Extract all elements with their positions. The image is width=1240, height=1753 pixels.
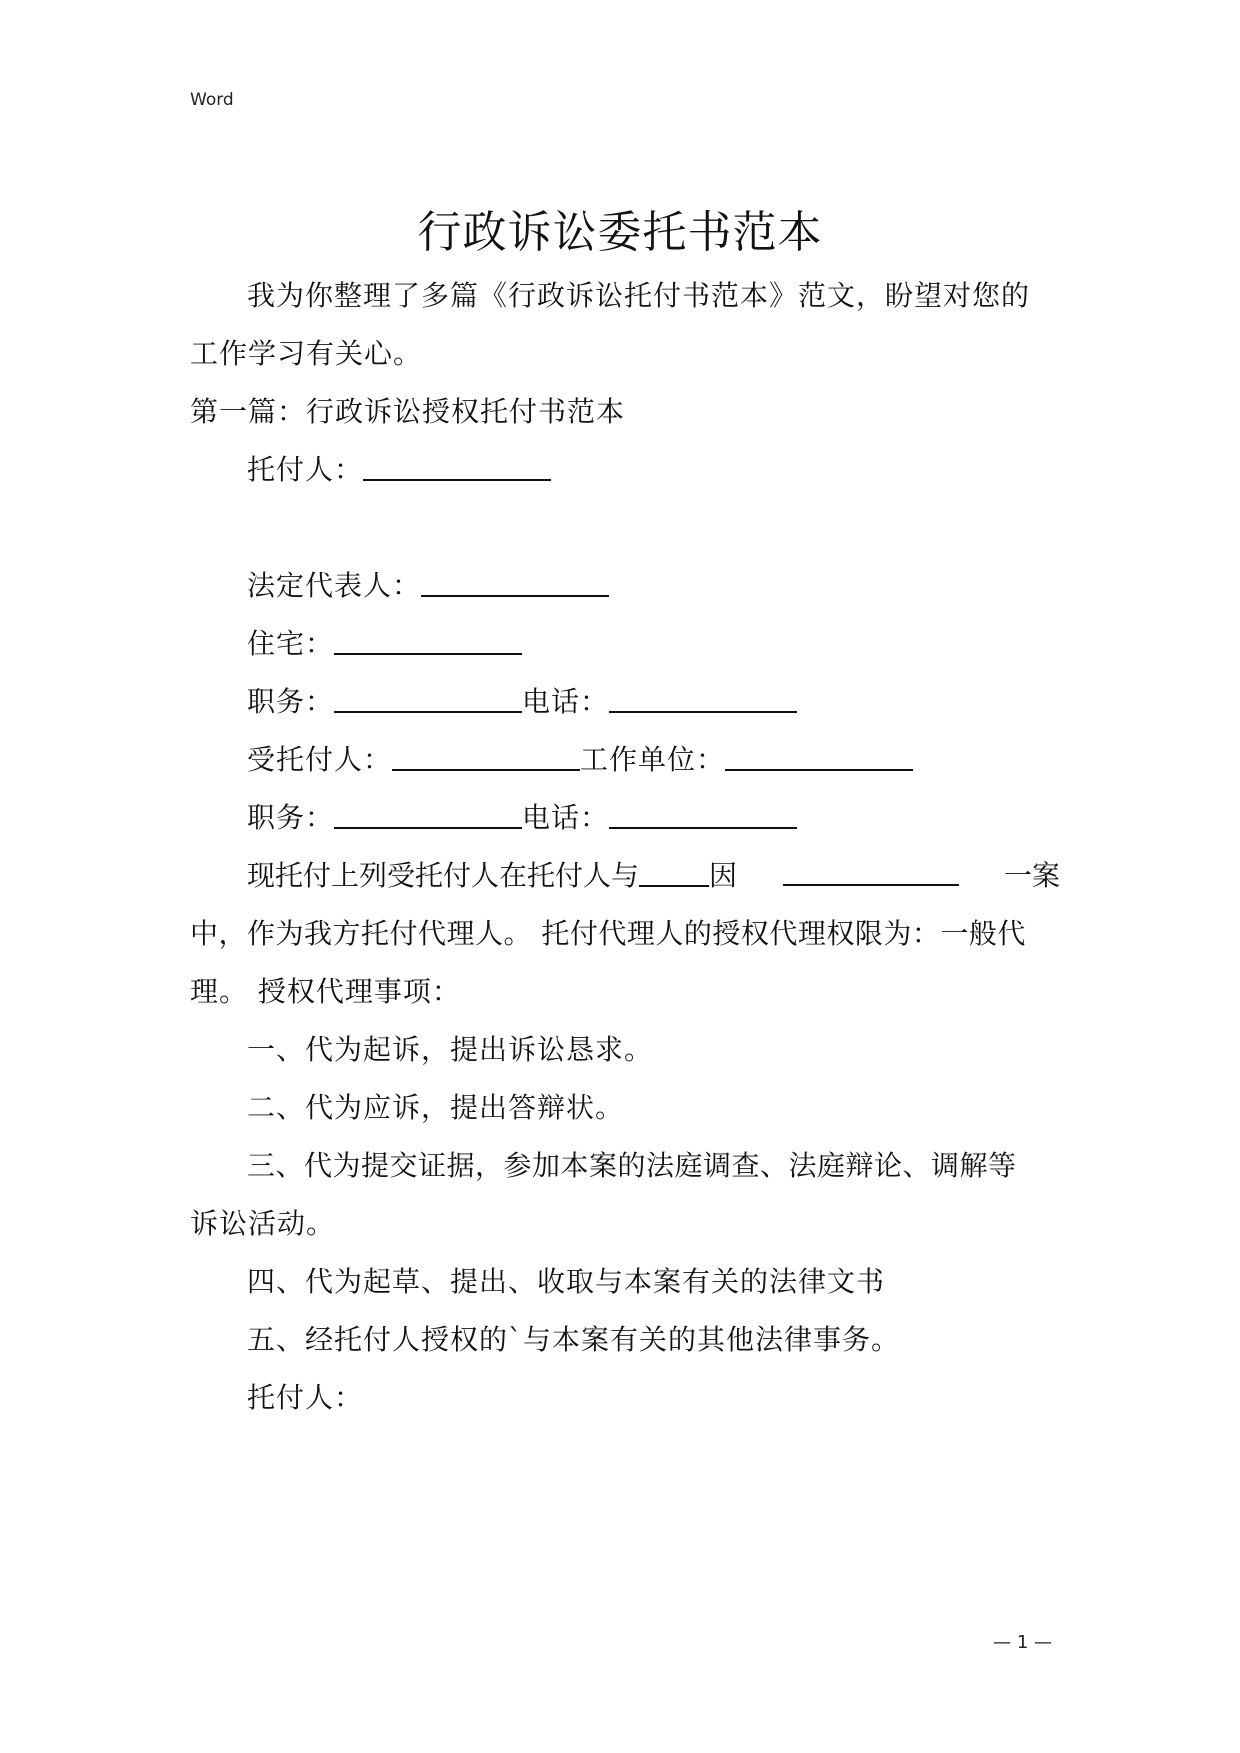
field-address bbox=[247, 624, 1060, 664]
field-label: 电话： bbox=[522, 685, 610, 718]
item-3-line-2: 诉讼活动。 bbox=[190, 1207, 336, 1240]
case-text-suffix: 一案 bbox=[1003, 859, 1060, 892]
field-label: 电话： bbox=[522, 801, 610, 834]
field-label: 职务： bbox=[247, 801, 335, 834]
field-label: 工作单位： bbox=[580, 743, 726, 776]
field-label: 法定代表人： bbox=[247, 569, 422, 602]
blank-line bbox=[363, 451, 551, 481]
blank-line bbox=[609, 683, 797, 713]
blank-line bbox=[609, 799, 797, 829]
section-heading: 第一篇：行政诉讼授权托付书范本 bbox=[190, 395, 626, 428]
case-text-segment: 现托付上列受托付人在托付人与 因 bbox=[247, 859, 738, 892]
item-2: 二、代为应诉，提出答辩状。 bbox=[247, 1091, 625, 1124]
intro-line-1: 我为你整理了多篇《行政诉讼托付书范本》范文，盼望对您的 bbox=[247, 279, 1031, 312]
field-label: 受托付人： bbox=[247, 743, 393, 776]
field-position-phone-2 bbox=[247, 798, 1060, 838]
field-principal bbox=[247, 450, 1060, 490]
field-label: 住宅： bbox=[247, 627, 335, 660]
item-4: 四、代为起草、提出、收取与本案有关的法律文书 bbox=[247, 1265, 886, 1298]
blank-line bbox=[421, 567, 609, 597]
item-5: 五、经托付人授权的`与本案有关的其他法律事务。 bbox=[247, 1323, 901, 1356]
field-label: 职务： bbox=[247, 685, 335, 718]
case-paragraph-line-2: 中，作为我方托付代理人。 托付代理人的授权代理权限为：一般代 bbox=[190, 917, 1026, 950]
document-title: 行政诉讼委托书范本 bbox=[417, 207, 823, 258]
item-3-line-1: 三、代为提交证据，参加本案的法庭调查、法庭辩论、调解等 bbox=[247, 1149, 1017, 1182]
item-1: 一、代为起诉，提出诉讼恳求。 bbox=[247, 1033, 654, 1066]
blank-line bbox=[392, 741, 580, 771]
field-position-phone bbox=[247, 682, 1060, 722]
case-paragraph-line-3: 理。 授权代理事项： bbox=[190, 975, 461, 1008]
blank-line bbox=[334, 683, 522, 713]
header-label: Word bbox=[190, 90, 234, 110]
field-legal-representative bbox=[247, 566, 1060, 606]
blank-line bbox=[639, 857, 709, 887]
closing-principal: 托付人： bbox=[247, 1381, 364, 1414]
blank-line bbox=[334, 625, 522, 655]
blank-line bbox=[334, 799, 522, 829]
page-number: — 1 — bbox=[993, 1632, 1052, 1653]
intro-line-2: 工作学习有关心。 bbox=[190, 337, 423, 370]
blank-line bbox=[783, 856, 959, 886]
field-label: 托付人： bbox=[247, 453, 364, 486]
case-paragraph-line-1 bbox=[247, 856, 1060, 896]
field-agent-workplace bbox=[247, 740, 1060, 780]
blank-line bbox=[725, 741, 913, 771]
